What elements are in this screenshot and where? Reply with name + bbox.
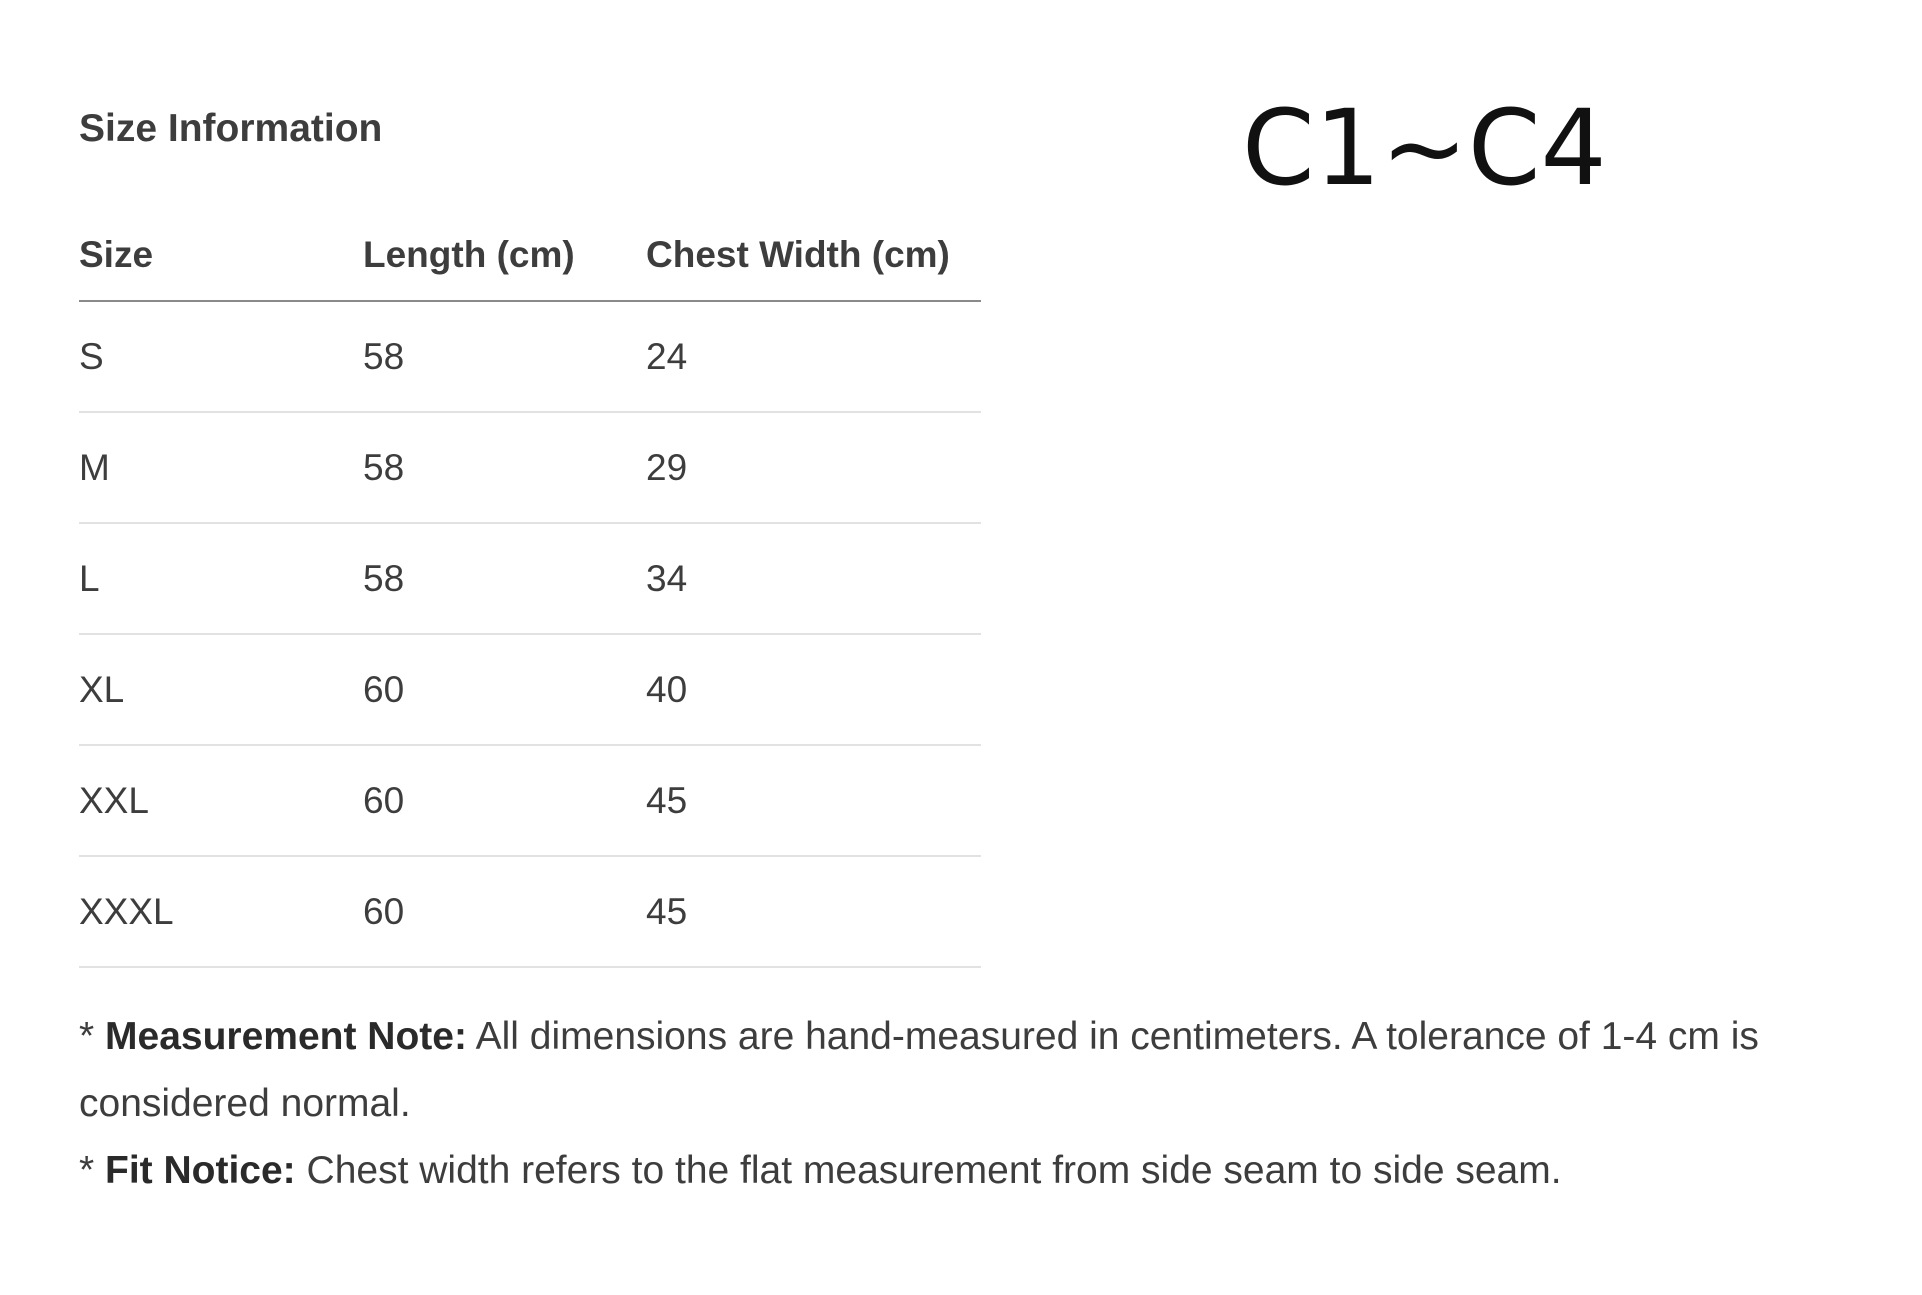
size-cell: XL bbox=[79, 634, 363, 745]
size-cell: S bbox=[79, 301, 363, 412]
table-row bbox=[79, 634, 981, 745]
note-prefix: * bbox=[79, 1015, 106, 1058]
length-cell: 58 bbox=[363, 412, 646, 523]
length-cell: 60 bbox=[363, 856, 646, 967]
fit-notice bbox=[79, 1137, 1869, 1204]
table-row bbox=[79, 745, 981, 856]
chest-width-cell: 45 bbox=[646, 856, 981, 967]
measurement-note bbox=[79, 1003, 1869, 1137]
table-row bbox=[79, 856, 981, 967]
chest-width-cell: 29 bbox=[646, 412, 981, 523]
size-cell: XXL bbox=[79, 745, 363, 856]
table-row bbox=[79, 523, 981, 634]
length-cell: 60 bbox=[363, 634, 646, 745]
notes-section bbox=[79, 1003, 1869, 1204]
chest-width-cell: 40 bbox=[646, 634, 981, 745]
note-prefix: * bbox=[79, 1149, 106, 1192]
length-cell: 60 bbox=[363, 745, 646, 856]
note-label: Fit Notice: bbox=[105, 1149, 296, 1192]
product-code-label: C1~C4 bbox=[1242, 87, 1607, 209]
chest-width-cell: 45 bbox=[646, 745, 981, 856]
note-text: All dimensions are hand-measured in centimeters. A tolerance of 1-4 cm is considered normal. bbox=[79, 1015, 1759, 1125]
length-cell: 58 bbox=[363, 301, 646, 412]
table-row bbox=[79, 412, 981, 523]
column-header-size: Size bbox=[79, 210, 363, 301]
table-header-row bbox=[79, 210, 981, 301]
note-label: Measurement Note: bbox=[105, 1015, 467, 1058]
column-header-chest-width: Chest Width (cm) bbox=[646, 210, 981, 301]
size-information-title: Size Information bbox=[79, 107, 383, 150]
table-row bbox=[79, 301, 981, 412]
chest-width-cell: 24 bbox=[646, 301, 981, 412]
chest-width-cell: 34 bbox=[646, 523, 981, 634]
size-table bbox=[79, 210, 981, 968]
column-header-length: Length (cm) bbox=[363, 210, 646, 301]
note-text: Chest width refers to the flat measurement from side seam to side seam. bbox=[295, 1149, 1562, 1192]
size-cell: XXXL bbox=[79, 856, 363, 967]
size-cell: L bbox=[79, 523, 363, 634]
length-cell: 58 bbox=[363, 523, 646, 634]
size-cell: M bbox=[79, 412, 363, 523]
